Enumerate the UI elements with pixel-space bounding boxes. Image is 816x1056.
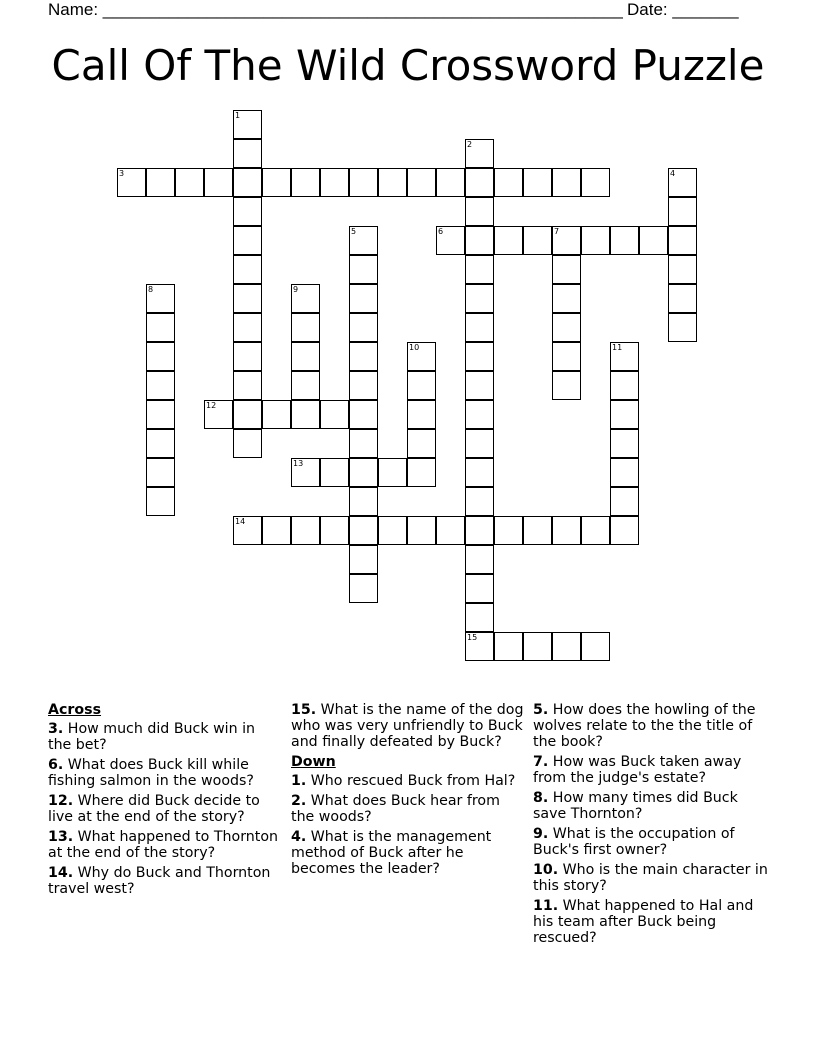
grid-cell[interactable] (581, 226, 610, 255)
clue-number-label: 3 (119, 169, 125, 178)
grid-cell[interactable] (668, 197, 697, 226)
grid-cell[interactable] (349, 168, 378, 197)
grid-cell[interactable] (465, 574, 494, 603)
grid-cell[interactable] (349, 545, 378, 574)
grid-cell[interactable] (465, 342, 494, 371)
grid-cell[interactable] (465, 429, 494, 458)
grid-cell[interactable] (639, 226, 668, 255)
down-clue-4: 4. What is the management method of Buck after he becomes the leader? (291, 829, 492, 877)
across-heading: Across (48, 702, 102, 718)
across-clue-6: 6. What does Buck kill while fishing salmon in the woods? (48, 757, 254, 789)
grid-cell[interactable] (552, 168, 581, 197)
grid-cell[interactable] (465, 603, 494, 632)
down-clue-2: 2. What does Buck hear from the woods? (291, 793, 500, 825)
grid-cell[interactable] (291, 516, 320, 545)
grid-cell[interactable] (349, 400, 378, 429)
grid-cell[interactable] (233, 284, 262, 313)
grid-cell[interactable] (523, 226, 552, 255)
grid-cell[interactable] (146, 371, 175, 400)
grid-cell[interactable] (581, 516, 610, 545)
grid-cell[interactable] (465, 284, 494, 313)
clue-number-label: 8 (148, 285, 154, 294)
down-clue-1: 1. Who rescued Buck from Hal? (291, 773, 516, 789)
grid-cell[interactable] (349, 371, 378, 400)
down-clue-7: 7. How was Buck taken away from the judge's estate? (533, 754, 742, 786)
grid-cell[interactable] (610, 458, 639, 487)
grid-cell[interactable] (262, 400, 291, 429)
grid-cell[interactable] (610, 429, 639, 458)
grid-cell[interactable] (262, 168, 291, 197)
grid-cell[interactable] (668, 313, 697, 342)
grid-cell[interactable] (320, 516, 349, 545)
grid-cell[interactable] (349, 574, 378, 603)
grid-cell[interactable] (465, 487, 494, 516)
across-clue-15: 15. What is the name of the dog who was very unfriendly to Buck and finally defeated by Buck? (291, 702, 524, 750)
grid-cell[interactable] (146, 400, 175, 429)
grid-cell[interactable] (146, 429, 175, 458)
down-clue-8: 8. How many times did Buck save Thornton? (533, 790, 738, 822)
grid-cell[interactable] (465, 458, 494, 487)
grid-cell[interactable] (146, 168, 175, 197)
grid-cell[interactable] (349, 458, 378, 487)
grid-cell[interactable] (552, 632, 581, 661)
clue-number-label: 15 (467, 633, 478, 642)
grid-cell[interactable] (407, 371, 436, 400)
grid-cell[interactable] (233, 139, 262, 168)
grid-cell[interactable] (436, 516, 465, 545)
grid-cell[interactable] (552, 313, 581, 342)
clues-column-1 (48, 702, 280, 901)
across-clue-12: 12. Where did Buck decide to live at the end of the story? (48, 793, 260, 825)
grid-cell[interactable] (436, 168, 465, 197)
grid-cell[interactable] (494, 226, 523, 255)
grid-cell[interactable] (668, 284, 697, 313)
grid-cell[interactable] (320, 458, 349, 487)
clues-column-3 (533, 702, 769, 950)
grid-cell[interactable] (668, 255, 697, 284)
grid-cell[interactable] (494, 168, 523, 197)
clue-number-label: 1 (235, 111, 241, 120)
clue-number-label: 9 (293, 285, 299, 294)
grid-cell[interactable] (465, 255, 494, 284)
grid-cell[interactable] (320, 168, 349, 197)
grid-cell[interactable] (233, 429, 262, 458)
clues-column-2 (291, 702, 527, 881)
grid-cell[interactable] (146, 487, 175, 516)
grid-cell[interactable] (233, 226, 262, 255)
grid-cell[interactable] (233, 313, 262, 342)
page-title: Call Of The Wild Crossword Puzzle (51, 41, 765, 90)
clue-number-label: 4 (670, 169, 676, 178)
grid-cell[interactable] (465, 371, 494, 400)
grid-cell[interactable] (378, 516, 407, 545)
grid-cell[interactable] (465, 197, 494, 226)
across-clue-3: 3. How much did Buck win in the bet? (48, 721, 256, 753)
across-clue-13: 13. What happened to Thornton at the end of the story? (48, 829, 279, 861)
clue-number-label: 2 (467, 140, 473, 149)
grid-cell[interactable] (407, 429, 436, 458)
grid-cell[interactable] (233, 197, 262, 226)
down-clue-10: 10. Who is the main character in this story? (533, 862, 768, 894)
grid-cell[interactable] (233, 400, 262, 429)
grid-cell[interactable] (523, 516, 552, 545)
grid-cell[interactable] (291, 371, 320, 400)
grid-cell[interactable] (610, 226, 639, 255)
grid-cell[interactable] (291, 313, 320, 342)
grid-cell[interactable] (291, 342, 320, 371)
grid-cell[interactable] (494, 632, 523, 661)
grid-cell[interactable] (552, 342, 581, 371)
grid-cell[interactable] (233, 342, 262, 371)
grid-cell[interactable] (349, 255, 378, 284)
grid-cell[interactable] (552, 284, 581, 313)
grid-cell[interactable] (465, 516, 494, 545)
grid-cell[interactable] (233, 371, 262, 400)
grid-cell[interactable] (552, 371, 581, 400)
grid-cell[interactable] (610, 487, 639, 516)
grid-cell[interactable] (233, 168, 262, 197)
clue-number-label: 5 (351, 227, 357, 236)
down-heading: Down (291, 754, 336, 770)
clue-number-label: 11 (612, 343, 623, 352)
clue-number-label: 7 (554, 227, 560, 236)
clue-number-label: 13 (293, 459, 304, 468)
grid-cell[interactable] (291, 168, 320, 197)
grid-cell[interactable] (233, 255, 262, 284)
grid-cell[interactable] (552, 516, 581, 545)
grid-cell[interactable] (465, 168, 494, 197)
grid-cell[interactable] (552, 255, 581, 284)
grid-cell[interactable] (581, 168, 610, 197)
down-clue-9: 9. What is the occupation of Buck's first owner? (533, 826, 735, 858)
grid-cell[interactable] (465, 313, 494, 342)
name-line: Name: _______________________________________________________ (48, 0, 623, 19)
grid-cell[interactable] (407, 458, 436, 487)
grid-cell[interactable] (146, 458, 175, 487)
grid-cell[interactable] (262, 516, 291, 545)
down-clue-11: 11. What happened to Hal and his team after Buck being rescued? (533, 898, 754, 946)
grid-cell[interactable] (378, 168, 407, 197)
grid-cell[interactable] (494, 516, 523, 545)
grid-cell[interactable] (610, 516, 639, 545)
grid-cell[interactable] (349, 487, 378, 516)
grid-cell[interactable] (581, 632, 610, 661)
grid-cell[interactable] (349, 313, 378, 342)
clue-number-label: 10 (409, 343, 420, 352)
grid-cell[interactable] (465, 400, 494, 429)
across-clue-14: 14. Why do Buck and Thornton travel west? (48, 865, 271, 897)
grid-cell[interactable] (349, 429, 378, 458)
clue-number-label: 6 (438, 227, 444, 236)
grid-cell[interactable] (465, 226, 494, 255)
grid-cell[interactable] (610, 371, 639, 400)
grid-cell[interactable] (407, 516, 436, 545)
grid-cell[interactable] (291, 400, 320, 429)
grid-cell[interactable] (407, 168, 436, 197)
clue-number-label: 14 (235, 517, 246, 526)
grid-cell[interactable] (146, 313, 175, 342)
grid-cell[interactable] (349, 284, 378, 313)
grid-cell[interactable] (378, 458, 407, 487)
clue-number-label: 12 (206, 401, 217, 410)
grid-cell[interactable] (175, 168, 204, 197)
grid-cell[interactable] (407, 400, 436, 429)
grid-cell[interactable] (204, 168, 233, 197)
grid-cell[interactable] (610, 400, 639, 429)
grid-cell[interactable] (349, 516, 378, 545)
grid-cell[interactable] (146, 342, 175, 371)
grid-cell[interactable] (465, 545, 494, 574)
grid-cell[interactable] (668, 226, 697, 255)
grid-cell[interactable] (523, 168, 552, 197)
date-line: Date: _______ (627, 0, 739, 19)
grid-cell[interactable] (349, 342, 378, 371)
grid-cell[interactable] (523, 632, 552, 661)
grid-cell[interactable] (320, 400, 349, 429)
down-clue-5: 5. How does the howling of the wolves relate to the the title of the book? (533, 702, 756, 750)
